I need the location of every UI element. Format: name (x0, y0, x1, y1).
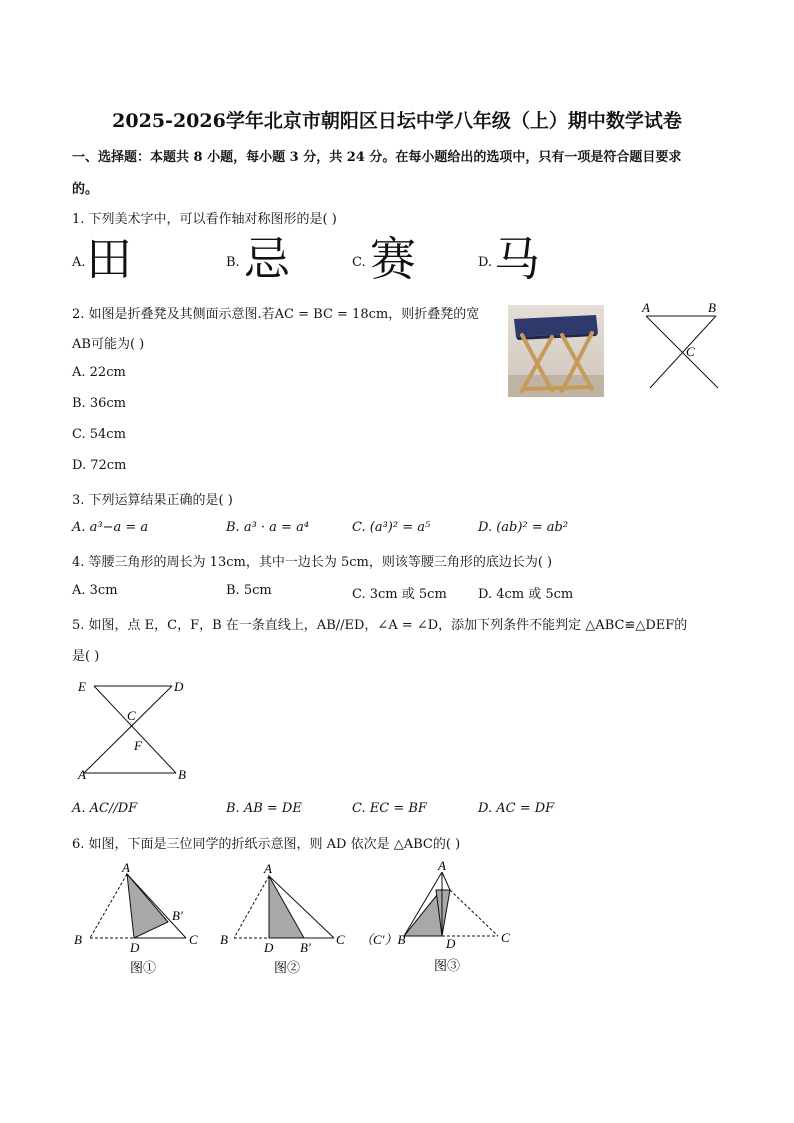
q1-option-d-label: D. (478, 255, 493, 270)
label-c: C (189, 932, 198, 947)
q1-option-b-label: B. (226, 255, 240, 270)
label-c: C (336, 932, 345, 947)
q5-option-b: B. AB = DE (226, 801, 302, 816)
q2-stem-line1: 2. 如图是折叠凳及其侧面示意图.若AC = BC = 18cm，则折叠凳的宽 (72, 307, 480, 322)
q1-option-a-char: 田 (86, 232, 132, 286)
label-b-prime: B′ (300, 940, 311, 955)
label-d: D (130, 940, 140, 955)
q5-figure (74, 676, 194, 782)
q5-option-c: C. EC = BF (352, 801, 427, 816)
label-d: D (264, 940, 274, 955)
q4-stem: 4. 等腰三角形的周长为 13cm，其中一边长为 5cm，则该等腰三角形的底边长为( ) (72, 555, 553, 570)
label-e: E (78, 679, 86, 694)
q1-option-a-label: A. (72, 255, 86, 270)
label-a: A (78, 767, 86, 782)
label-c-prime-b: （C′）B (360, 932, 406, 947)
label-c: C (501, 930, 510, 945)
q1-option-c-label: C. (352, 255, 366, 270)
caption-3: 图③ (434, 958, 461, 973)
q1-stem: 1. 下列美术字中，可以看作轴对称图形的是( ) (72, 212, 337, 227)
label-a: A (642, 300, 650, 315)
q4-option-a: A. 3cm (72, 583, 118, 598)
q2-option-c: C. 54cm (72, 427, 126, 442)
folding-stool-photo (508, 305, 604, 397)
q4-option-c: C. 3cm 或 5cm (352, 587, 447, 602)
q1-option-b-char: 忌 (244, 232, 290, 286)
label-b: B (708, 300, 716, 315)
q5-stem-line1: 5. 如图，点 E，C，F，B 在一条直线上，AB//ED，∠A = ∠D，添加下列条件不能判定 △ABC≌△DEF的 (72, 618, 688, 633)
section-heading-cont: 的。 (72, 182, 99, 197)
label-d: D (446, 936, 456, 951)
label-a: A (122, 860, 130, 875)
q5-option-a: A. AC//DF (72, 801, 138, 816)
label-a: A (438, 860, 446, 873)
q4-option-b: B. 5cm (226, 583, 272, 598)
label-b: B (74, 932, 82, 947)
q2-option-a: A. 22cm (72, 365, 126, 380)
label-b-prime: B′ (172, 908, 183, 923)
stool-side-diagram (636, 296, 726, 392)
label-b: B (178, 767, 186, 782)
section-heading: 一、选择题：本题共 8 小题，每小题 3 分，共 24 分。在每小题给出的选项中，只有一项是符合题目要求 (72, 150, 682, 165)
q3-option-d: D. (ab)² = ab² (478, 520, 569, 535)
q4-option-d: D. 4cm 或 5cm (478, 587, 574, 602)
q1-option-d-char: 马 (494, 232, 540, 286)
label-c: C (686, 344, 695, 359)
q6-figure-2 (214, 860, 354, 978)
q5-option-d: D. AC = DF (478, 801, 555, 816)
label-b: B (220, 932, 228, 947)
q6-stem: 6. 如图，下面是三位同学的折纸示意图，则 AD 依次是 △ABC的( ) (72, 837, 461, 852)
label-f: F (134, 738, 142, 753)
q6-figure-1 (72, 860, 207, 978)
q3-option-c: C. (a³)² = a⁵ (352, 520, 431, 535)
page-title: 2025-2026学年北京市朝阳区日坛中学八年级（上）期中数学试卷 (112, 110, 682, 132)
caption-2: 图② (274, 960, 301, 975)
q1-option-c-char: 赛 (370, 232, 416, 286)
q5-stem-line2: 是( ) (72, 649, 100, 664)
q6-figure-3 (358, 860, 518, 978)
q3-stem: 3. 下列运算结果正确的是( ) (72, 493, 233, 508)
label-d: D (174, 679, 184, 694)
q2-option-b: B. 36cm (72, 396, 126, 411)
q2-option-d: D. 72cm (72, 458, 127, 473)
label-a: A (264, 861, 272, 876)
q2-stem-line2: AB可能为( ) (72, 337, 145, 352)
q3-option-a: A. a³−a = a (72, 520, 149, 535)
caption-1: 图① (130, 960, 157, 975)
q3-option-b: B. a³ · a = a⁴ (226, 520, 310, 535)
label-c: C (127, 708, 136, 723)
